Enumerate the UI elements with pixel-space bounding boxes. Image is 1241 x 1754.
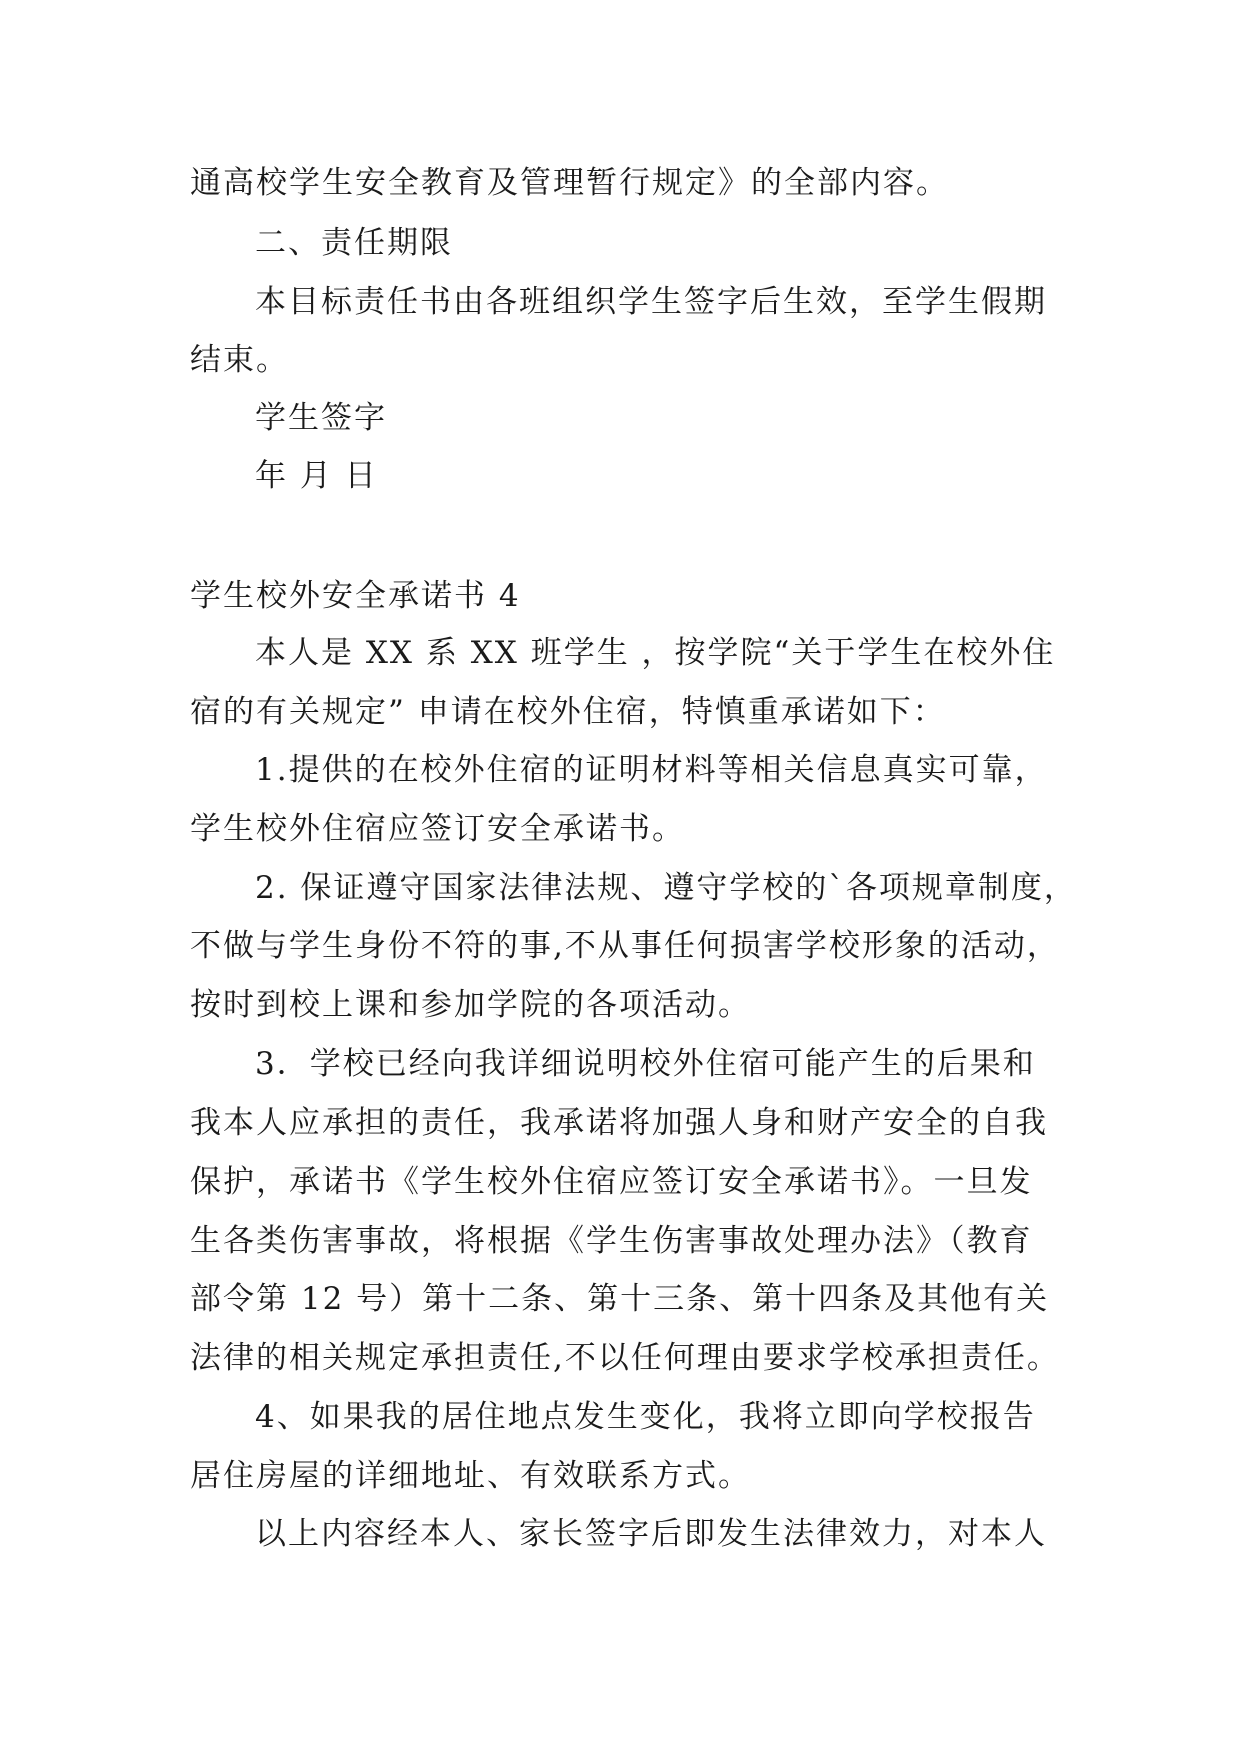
body-text-line: 本目标责任书由各班组织学生签字后生效，至学生假期 (255, 284, 1047, 320)
body-text-line: 不做与学生身份不符的事,不从事任何损害学校形象的活动， (190, 928, 1060, 964)
body-text-line: 通高校学生安全教育及管理暂行规定》的全部内容。 (190, 165, 949, 201)
signature-label: 学生签字 (255, 400, 387, 436)
body-text-line: 本人是 XX 系 XX 班学生 ，按学院“关于学生在校外住 (255, 635, 1056, 671)
body-text-line: 按时到校上课和参加学院的各项活动。 (190, 987, 751, 1023)
date-label: 年 月 日 (255, 458, 378, 494)
body-text-line: 我本人应承担的责任，我承诺将加强人身和财产安全的自我 (190, 1105, 1048, 1141)
body-text-line: 居住房屋的详细地址、有效联系方式。 (190, 1458, 751, 1494)
section-heading: 二、责任期限 (255, 225, 453, 261)
body-text-line: 法律的相关规定承担责任,不以任何理由要求学校承担责任。 (190, 1340, 1060, 1376)
body-text-line: 宿的有关规定” 申请在校外住宿，特慎重承诺如下： (190, 694, 946, 730)
body-text-line: 3．学校已经向我详细说明校外住宿可能产生的后果和 (255, 1046, 1036, 1082)
body-text-line: 4、如果我的居住地点发生变化，我将立即向学校报告 (255, 1399, 1036, 1435)
body-text-line: 2. 保证遵守国家法律法规、遵守学校的`各项规章制度， (255, 870, 1077, 906)
body-text-line: 部令第 12 号）第十二条、第十三条、第十四条及其他有关 (190, 1281, 1050, 1317)
body-text-line: 保护，承诺书《学生校外住宿应签订安全承诺书》。一旦发 (190, 1164, 1033, 1200)
document-title: 学生校外安全承诺书 4 (190, 578, 521, 614)
body-text-line: 1.提供的在校外住宿的证明材料等相关信息真实可靠， (255, 752, 1048, 788)
body-text-line: 学生校外住宿应签订安全承诺书。 (190, 811, 685, 847)
body-text-line: 以上内容经本人、家长签字后即发生法律效力，对本人 (255, 1516, 1047, 1552)
body-text-line: 结束。 (190, 342, 289, 378)
body-text-line: 生各类伤害事故，将根据《学生伤害事故处理办法》（教育 (190, 1223, 1033, 1259)
